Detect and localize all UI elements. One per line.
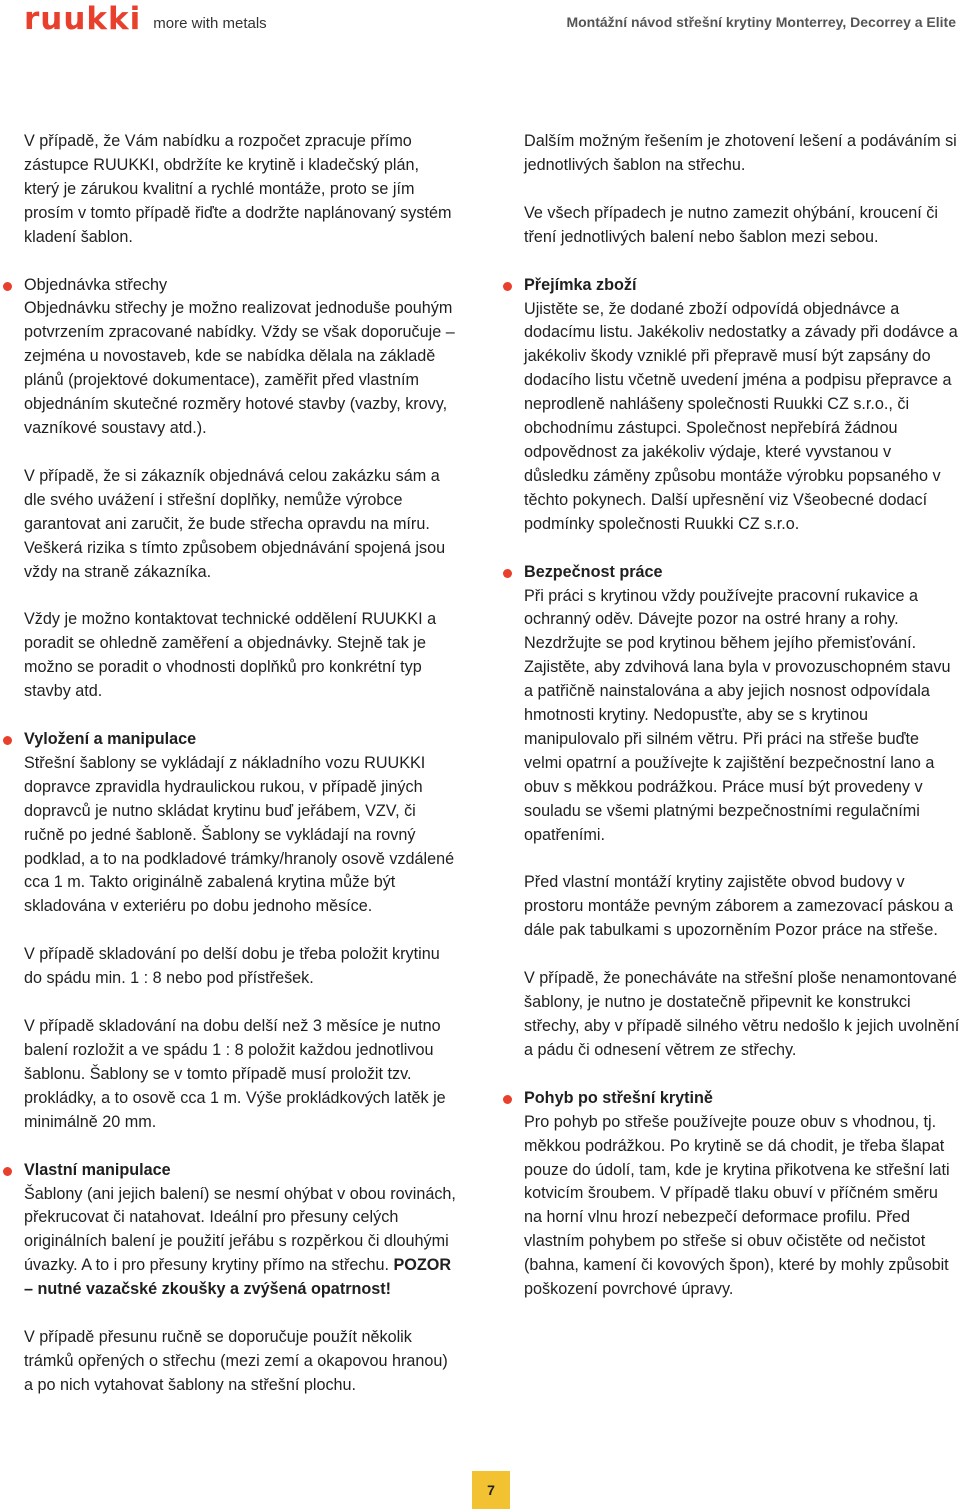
paragraph: V případě, že si zákazník objednává celou zakázku sám a dle svého uvážení i střešní doplňky, nemůže výrobce garantovat ani zaručit, že bude střecha opravdu na míru. Veškerá rizika s tímto způsobem objednávání spojená jsou vždy na straně zákazníka. — [24, 466, 446, 581]
section-vlastni-manipulace — [24, 1159, 456, 1398]
paragraph: Vždy je možno kontaktovat technické oddělení RUUKKI a poradit se ohledně zaměření a objednávky. Stejně tak je možno se poradit o vhodnosti doplňků pro konkrétní typ stavby atd. — [24, 610, 437, 701]
paragraph: Ujistěte se, že dodané zboží odpovídá objednávce a dodacímu listu. Jakékoliv nedostatky a závady při dodávce a jakékoliv škody vzniklé při přepravě musí být zapsány do dodacího listu včetně uvedení jména a podpisu přepravce a neprodleně nahlášeny společnosti Ruukki CZ s.r.o., či obchodnímu zástupci. Společnost nepřebírá žádnou odpovědnost za jakékoliv výdaje, které vyvstanou v důsledku záměny způsobu montáže výrobku popsaného v těchto pokynech. Další upřesnění viz Všeobecné dodací podmínky společnosti Ruukki CZ s.r.o. — [524, 299, 958, 533]
paragraph: Před vlastní montáží krytiny zajistěte obvod budovy v prostoru montáže pevným záborem a zamezovací páskou a dále pak tabulkami s upozorněním Pozor práce na střeše. — [524, 873, 954, 940]
bullet-icon — [3, 282, 12, 291]
intro-paragraph: Ve všech případech je nutno zamezit ohýbání, kroucení či tření jednotlivých balení nebo šablon mezi sebou. — [524, 203, 938, 246]
section-bezpecnost — [524, 561, 960, 1063]
section-vylozeni — [24, 728, 456, 1135]
bullet-icon — [3, 1167, 12, 1176]
left-column — [24, 130, 456, 1422]
paragraph: Střešní šablony se vykládají z nákladního vozu RUUKKI dopravce zpravidla hydraulickou rukou, v případě jiných dopravců je nutno skládat krytinu buď jeřábem, VZV, či ručně po jedné šabloně. Šablony se vykládají na rovný podklad, a to na podkladové trámky/hranoly osově vzdálené cca 1 m. Takto originálně zabalená krytina může být skladována v exteriéru po dobu jednoho měsíce. — [24, 753, 455, 916]
logo-wordmark: ruukki — [24, 1, 142, 37]
paragraph — [24, 1183, 456, 1303]
section-pohyb — [524, 1087, 960, 1302]
bullet-icon — [503, 569, 512, 578]
section-title: Vyložení a manipulace — [24, 730, 197, 749]
ruukki-logo — [24, 1, 267, 37]
bullet-icon — [3, 736, 12, 745]
paragraph: V případě přesunu ručně se doporučuje použít několik trámků opřených o střechu (mezi zemí a okapovou hranou) a po nich vytahovat šablony na střešní plochu. — [24, 1328, 448, 1394]
section-title: Pohyb po střešní krytině — [524, 1088, 713, 1107]
section-title: Přejímka zboží — [524, 275, 637, 294]
intro-paragraph: V případě, že Vám nabídku a rozpočet zpracuje přímo zástupce RUUKKI, obdržíte ke krytině i kladečský plán, který je zárukou kvalitní a rychlé montáže, proto se jím prosím v tomto případě řiďte a dodržte naplánovaný systém kladení šablon. — [24, 132, 452, 246]
section-objednavka — [24, 274, 456, 705]
paragraph-text: Šablony (ani jejich balení) se nesmí ohýbat v obou rovinách, překrucovat či natahovat. Ideální pro přesuny celých originálních balení je použití jeřábu s rozpěrkou či dlouhými úvazky. A to i pro přesuny krytiny přímo na střechu. — [24, 1184, 456, 1275]
document-title: Montážní návod střešní krytiny Monterrey, Decorrey a Elite — [566, 14, 956, 30]
page-header — [0, 0, 960, 50]
paragraph: V případě, že ponecháváte na střešní ploše nenamontované šablony, je nutno je dostatečně připevnit ke konstrukci střechy, aby v případě silného větru nedošlo k jejich uvolnění a pádu či odnesení větrem ze střechy. — [524, 969, 960, 1059]
paragraph: Objednávku střechy je možno realizovat jednoduše pouhým potvrzením zpracované nabídky. Vždy se však doporučuje – zejména u novostaveb, kde se nabídka dělala na základě plánů (projektové dokumentace), zaměřit před vlastním objednáním skutečné rozměry hotové stavby (vazby, krovy, vazníkové soustavy atd.). — [24, 299, 455, 437]
section-prejimka — [524, 274, 960, 537]
warning-text: POZOR – nutné vazačské zkoušky a zvýšená opatrnost! — [24, 1256, 452, 1299]
intro-paragraph: Dalším možným řešením je zhotovení lešení a podáváním si jednotlivých šablon na střechu. — [524, 132, 957, 174]
logo-tagline: more with metals — [153, 15, 267, 32]
paragraph: V případě skladování na dobu delší než 3 měsíce je nutno balení rozložit a ve spádu 1 : 8 položit každou jednotlivou šablonu. Šablony se v tomto případě musí proložit tzv. prokládky, a to osově cca 1 m. Výše prokládkových latěk je minimálně 20 mm. — [24, 1017, 446, 1131]
section-title: Bezpečnost práce — [524, 562, 663, 581]
page-number: 7 — [472, 1471, 510, 1509]
paragraph: Pro pohyb po střeše používejte pouze obuv s vhodnou, tj. měkkou podrážkou. Po krytině se dá chodit, je třeba šlapat pouze do údolí, tam, kde je krytina přikotvena ke střešní lati kotvicím šroubem. V případě tlaku obuví v příčném směru na horní vlnu hrozí nebezpečí deformace profilu. Před vlastním pohybem po střeše si obuv očistěte od nečistot (bahna, kamení či kovových špon), které by mohly způsobit poškození povrchové úpravy. — [524, 1112, 950, 1299]
section-title: Vlastní manipulace — [24, 1160, 171, 1179]
bullet-icon — [503, 1095, 512, 1104]
paragraph: V případě skladování po delší dobu je třeba položit krytinu do spádu min. 1 : 8 nebo pod přístřešek. — [24, 945, 440, 988]
section-title: Objednávka střechy — [24, 275, 168, 294]
bullet-icon — [503, 282, 512, 291]
paragraph: Při práci s krytinou vždy používejte pracovní rukavice a ochranný oděv. Dávejte pozor na ostré hrany a rohy. Nezdržujte se pod krytinou během jejího přemisťování. Zajistěte, aby zdvihová lana byla v provozuschopném stavu a patřičně nainstalována a aby jejich nosnost odpovídala hmotnosti krytiny. Nedopusťte, aby se s krytinou manipulovalo při silném větru. Při práci na střeše buďte velmi opatrní a používejte k zajištění bezpečnostní lano a obuv s měkkou podrážkou. Práce musí být provedeny v souladu se všemi platnými bezpečnostními regulačními opatřeními. — [524, 586, 951, 844]
right-column — [524, 130, 960, 1326]
